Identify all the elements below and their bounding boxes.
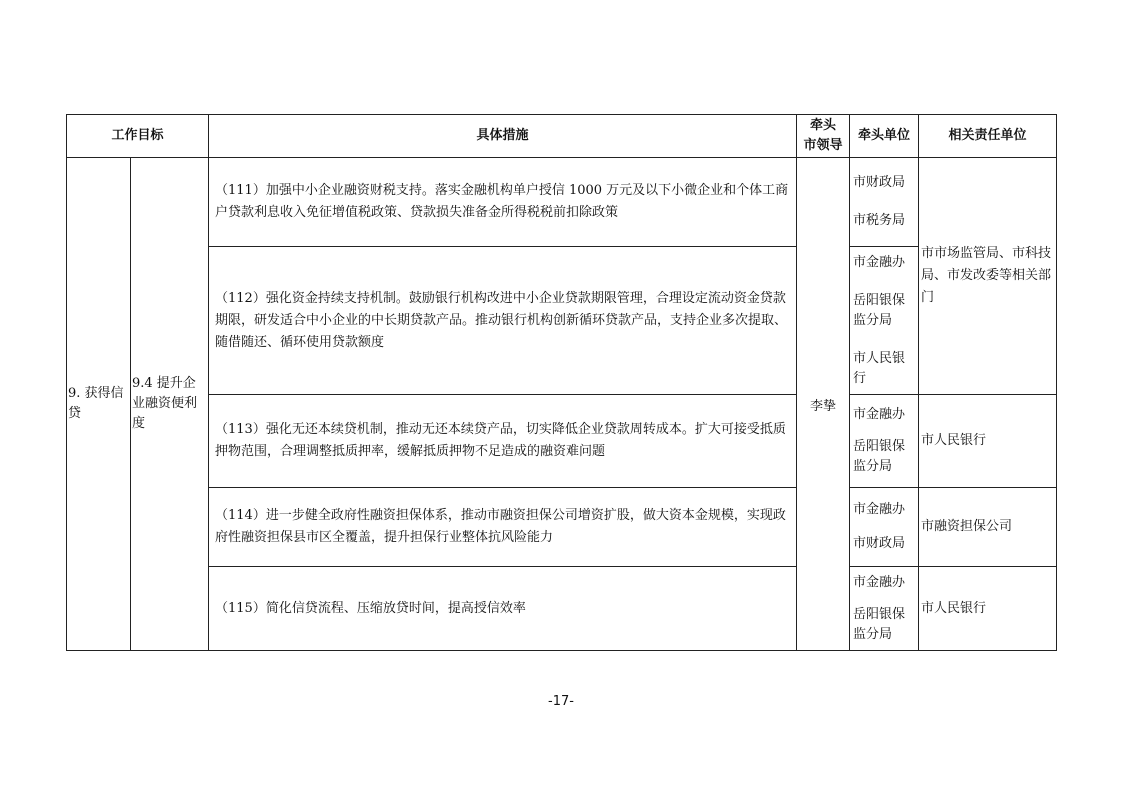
header-related-units: 相关责任单位 [919,115,1057,158]
related-unit: 市融资担保公司 [919,488,1057,567]
lead-unit: 市人民银行 [853,350,906,386]
header-leader-line1: 牵头 [810,118,837,133]
goal-level1: 9. 获得信贷 [67,158,131,651]
measure-112: （112）强化资金持续支持机制。鼓励银行机构改进中小企业贷款期限管理，合理设定流动资金贷款期限，研发适合中小企业的中长期贷款产品。推动银行机构创新循环贷款产品，支持企业多次提取、随借随还、循环使用贷款额度 [209,247,797,395]
measure-113: （113）强化无还本续贷机制，推动无还本续贷产品，切实降低企业贷款周转成本。扩大可接受抵质押物范围，合理调整抵质押率，缓解抵质押物不足造成的融资难问题 [209,395,797,488]
lead-unit: 市金融办 [853,574,906,590]
related-unit: 市人民银行 [919,567,1057,651]
lead-unit: 岳阳银保监分局 [853,439,906,474]
lead-unit: 市财政局 [853,536,906,551]
related-units-shared: 市市场监管局、市科技局、市发改委等相关部门 [919,158,1057,395]
header-row [67,115,1057,158]
related-unit: 市人民银行 [919,395,1057,488]
lead-unit: 市金融办 [853,502,906,517]
table-row [67,488,1057,567]
lead-leader: 李挚 [797,158,850,651]
lead-unit: 市金融办 [853,254,906,270]
lead-unit: 市金融办 [853,407,906,422]
page-number: -17- [548,694,574,709]
lead-unit: 岳阳银保监分局 [853,606,906,642]
header-lead-unit: 牵头单位 [850,115,919,158]
lead-unit-cell [850,247,919,395]
table-row [67,567,1057,651]
header-measures: 具体措施 [209,115,797,158]
table-row [67,247,1057,395]
goal-level2: 9.4 提升企业融资便利度 [131,158,209,651]
header-leader-line2: 市领导 [803,138,843,153]
lead-unit-cell [850,488,919,567]
measure-111: （111）加强中小企业融资财税支持。落实金融机构单户授信 1000 万元及以下小微企业和个体工商户贷款利息收入免征增值税政策、贷款损失准备金所得税税前扣除政策 [209,158,797,247]
lead-unit: 市财政局 [853,175,906,190]
measure-115: （115）简化信贷流程、压缩放贷时间，提高授信效率 [209,567,797,651]
header-goal: 工作目标 [67,115,209,158]
header-leader [797,115,850,158]
measure-114: （114）进一步健全政府性融资担保体系，推动市融资担保公司增资扩股，做大资本金规模，实现政府性融资担保县市区全覆盖，提升担保行业整体抗风险能力 [209,488,797,567]
table-row [67,158,1057,247]
lead-unit-cell [850,567,919,651]
lead-unit-cell [850,158,919,247]
lead-unit: 市税务局 [853,213,906,228]
lead-unit: 岳阳银保监分局 [853,292,906,328]
lead-unit-cell [850,395,919,488]
measures-table [66,114,1057,651]
table-row [67,395,1057,488]
